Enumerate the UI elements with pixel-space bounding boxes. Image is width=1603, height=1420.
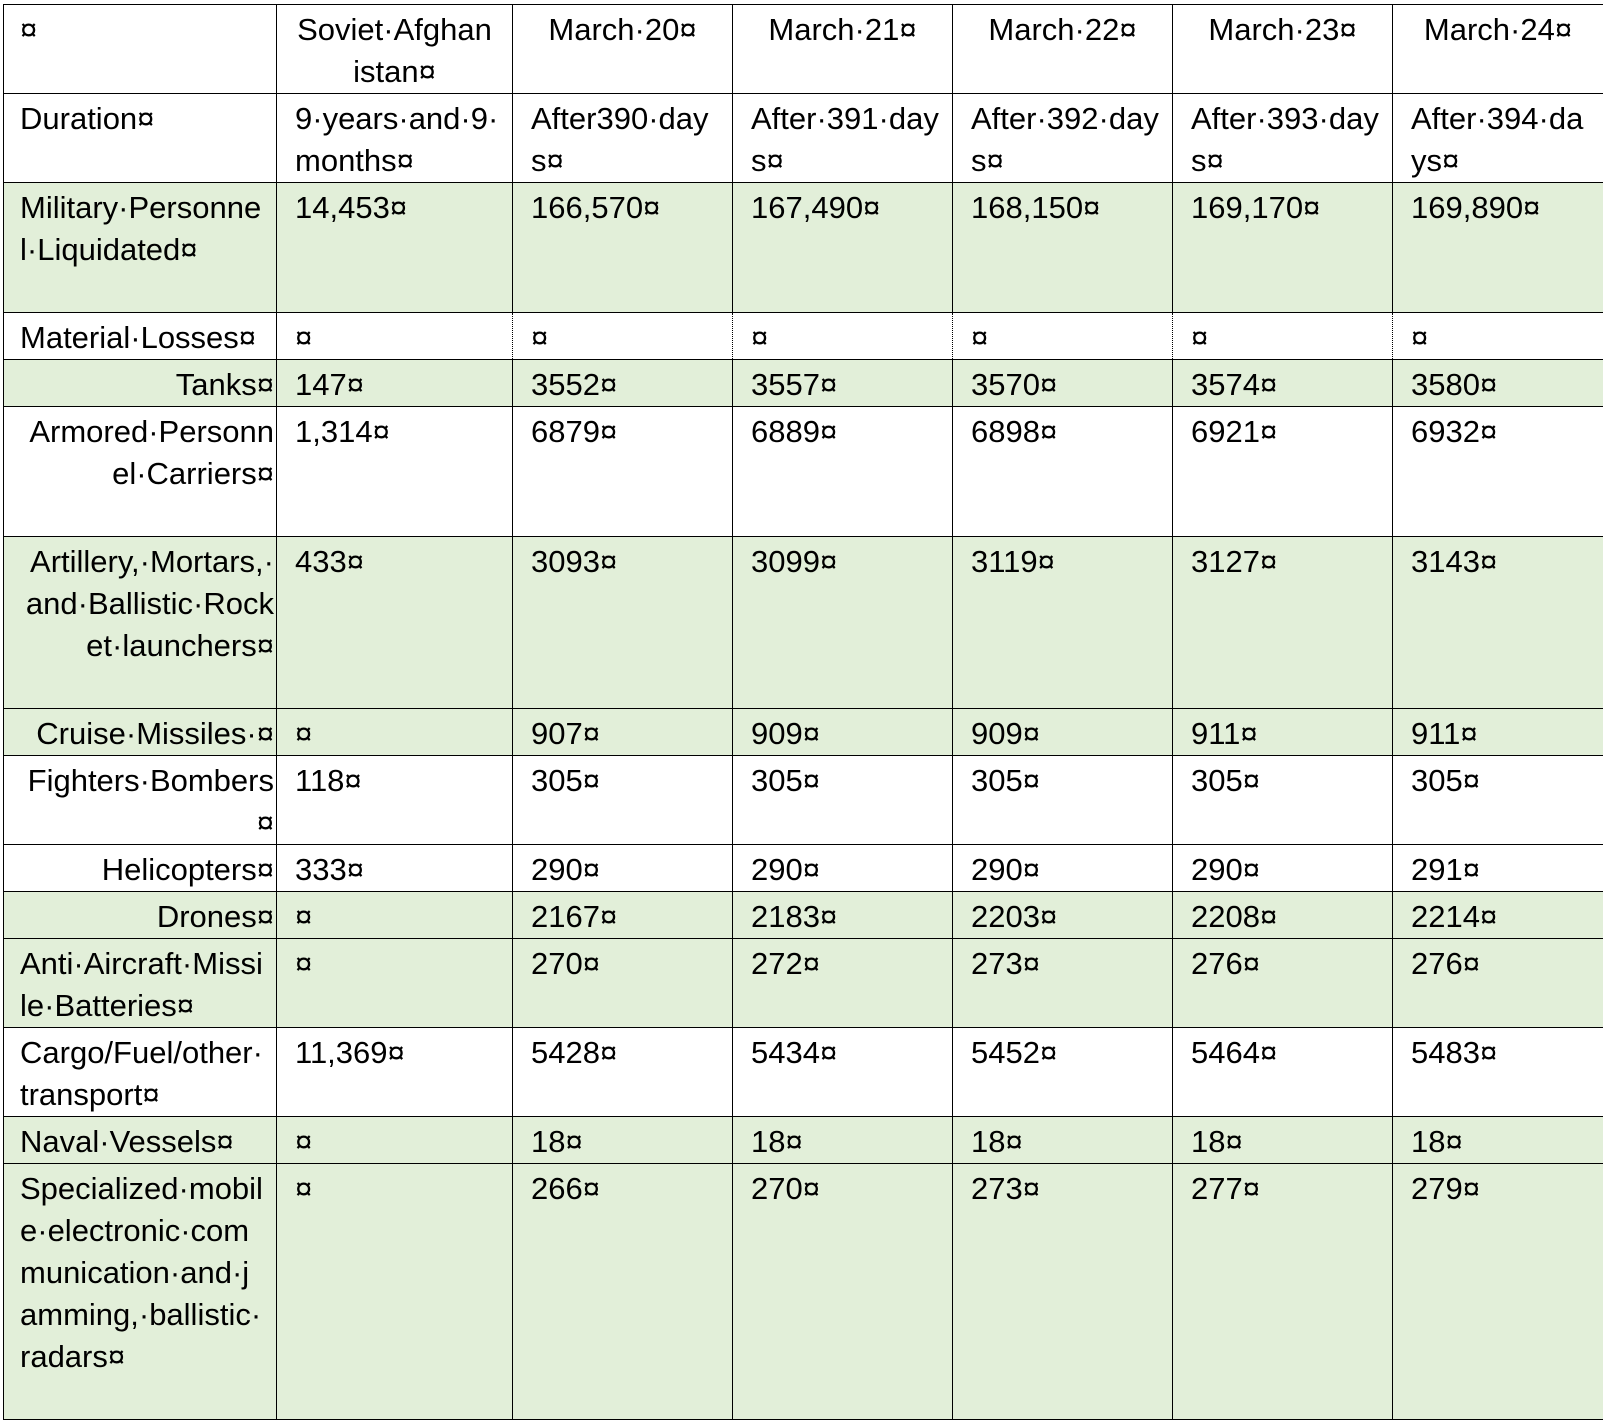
row-helicopters (4, 845, 1603, 892)
row-label: Military·Personnel·Liquidated¤ (4, 183, 277, 313)
cell-march-20: 907¤ (513, 709, 733, 756)
cell-march-22: 305¤ (953, 756, 1173, 845)
cell-march-23: 6921¤ (1173, 407, 1393, 537)
cell-march-20: 290¤ (513, 845, 733, 892)
cell-soviet-afghanistan: 333¤ (277, 845, 513, 892)
row-armored-personnel-carriers (4, 407, 1603, 537)
row-label: Specialized·mobile·electronic·communication·and·jamming,·ballistic·radars¤ (4, 1164, 277, 1420)
row-tanks (4, 360, 1603, 407)
cell-soviet-afghanistan: 11,369¤ (277, 1028, 513, 1117)
cell-march-21: 909¤ (733, 709, 953, 756)
cell-march-23: 290¤ (1173, 845, 1393, 892)
cell-march-22: ¤ (953, 313, 1173, 360)
row-label: Material·Losses¤ (4, 313, 277, 360)
row-specialized-electronics (4, 1164, 1603, 1420)
cell-march-20: 305¤ (513, 756, 733, 845)
row-label: Tanks¤ (4, 360, 277, 407)
cell-soviet-afghanistan: ¤ (277, 1117, 513, 1164)
header-march-22: March·22¤ (953, 5, 1173, 94)
row-anti-aircraft (4, 939, 1603, 1028)
cell-march-22: 273¤ (953, 939, 1173, 1028)
cell-march-22: After·392·days¤ (953, 94, 1173, 183)
cell-march-20: 166,570¤ (513, 183, 733, 313)
row-label: Armored·Personnel·Carriers¤ (4, 407, 277, 537)
cell-march-24: 276¤ (1393, 939, 1603, 1028)
cell-march-20: 6879¤ (513, 407, 733, 537)
cell-march-21: 290¤ (733, 845, 953, 892)
cell-march-20: 3093¤ (513, 537, 733, 709)
cell-march-20: 18¤ (513, 1117, 733, 1164)
cell-march-20: 3552¤ (513, 360, 733, 407)
row-fighters-bombers (4, 756, 1603, 845)
header-march-23: March·23¤ (1173, 5, 1393, 94)
cell-soviet-afghanistan: ¤ (277, 709, 513, 756)
cell-march-24: ¤ (1393, 313, 1603, 360)
cell-march-24: 279¤ (1393, 1164, 1603, 1420)
cell-march-21: 167,490¤ (733, 183, 953, 313)
cell-soviet-afghanistan: 147¤ (277, 360, 513, 407)
cell-march-21: 2183¤ (733, 892, 953, 939)
row-label: Cargo/Fuel/other·transport¤ (4, 1028, 277, 1117)
cell-march-22: 5452¤ (953, 1028, 1173, 1117)
cell-march-24: 291¤ (1393, 845, 1603, 892)
row-label: Helicopters¤ (4, 845, 277, 892)
cell-march-23: 18¤ (1173, 1117, 1393, 1164)
cell-march-20: 2167¤ (513, 892, 733, 939)
cell-march-20: ¤ (513, 313, 733, 360)
cell-march-21: 5434¤ (733, 1028, 953, 1117)
row-label: Duration¤ (4, 94, 277, 183)
row-material-losses (4, 313, 1603, 360)
cell-soviet-afghanistan: ¤ (277, 1164, 513, 1420)
cell-march-24: 911¤ (1393, 709, 1603, 756)
cell-soviet-afghanistan: 118¤ (277, 756, 513, 845)
cell-march-23: 911¤ (1173, 709, 1393, 756)
cell-soviet-afghanistan: 433¤ (277, 537, 513, 709)
row-duration (4, 94, 1603, 183)
row-label: Fighters·Bombers¤ (4, 756, 277, 845)
row-label: Cruise·Missiles·¤ (4, 709, 277, 756)
cell-march-24: 305¤ (1393, 756, 1603, 845)
row-naval-vessels (4, 1117, 1603, 1164)
cell-march-24: 3580¤ (1393, 360, 1603, 407)
cell-march-21: After·391·days¤ (733, 94, 953, 183)
row-cargo-transport (4, 1028, 1603, 1117)
cell-march-24: 2214¤ (1393, 892, 1603, 939)
cell-march-23: After·393·days¤ (1173, 94, 1393, 183)
cell-march-23: 169,170¤ (1173, 183, 1393, 313)
cell-soviet-afghanistan: 14,453¤ (277, 183, 513, 313)
cell-march-23: 305¤ (1173, 756, 1393, 845)
cell-march-20: 5428¤ (513, 1028, 733, 1117)
header-march-20: March·20¤ (513, 5, 733, 94)
cell-march-22: 290¤ (953, 845, 1173, 892)
cell-march-22: 909¤ (953, 709, 1173, 756)
row-label: Artillery,·Mortars,·and·Ballistic·Rocket·launchers¤ (4, 537, 277, 709)
cell-soviet-afghanistan: 9·years·and·9·months¤ (277, 94, 513, 183)
cell-march-22: 3570¤ (953, 360, 1173, 407)
cell-march-22: 3119¤ (953, 537, 1173, 709)
cell-march-22: 2203¤ (953, 892, 1173, 939)
cell-march-23: 5464¤ (1173, 1028, 1393, 1117)
row-military-personnel (4, 183, 1603, 313)
cell-march-21: 18¤ (733, 1117, 953, 1164)
cell-soviet-afghanistan: ¤ (277, 939, 513, 1028)
cell-march-21: 272¤ (733, 939, 953, 1028)
cell-march-21: 270¤ (733, 1164, 953, 1420)
cell-march-21: 305¤ (733, 756, 953, 845)
cell-march-23: 2208¤ (1173, 892, 1393, 939)
row-label: Naval·Vessels¤ (4, 1117, 277, 1164)
cell-march-22: 168,150¤ (953, 183, 1173, 313)
row-drones (4, 892, 1603, 939)
cell-march-22: 18¤ (953, 1117, 1173, 1164)
cell-march-24: 3143¤ (1393, 537, 1603, 709)
cell-march-24: 169,890¤ (1393, 183, 1603, 313)
row-cruise-missiles (4, 709, 1603, 756)
row-label: Anti·Aircraft·Missile·Batteries¤ (4, 939, 277, 1028)
header-corner-cell: ¤ (4, 5, 277, 94)
cell-march-23: 3574¤ (1173, 360, 1393, 407)
cell-march-20: After390·days¤ (513, 94, 733, 183)
cell-march-24: 5483¤ (1393, 1028, 1603, 1117)
cell-march-23: 3127¤ (1173, 537, 1393, 709)
cell-march-21: 3557¤ (733, 360, 953, 407)
cell-march-20: 270¤ (513, 939, 733, 1028)
cell-march-24: 6932¤ (1393, 407, 1603, 537)
cell-march-23: ¤ (1173, 313, 1393, 360)
cell-march-21: ¤ (733, 313, 953, 360)
row-artillery (4, 537, 1603, 709)
header-row (4, 5, 1603, 94)
header-march-21: March·21¤ (733, 5, 953, 94)
cell-soviet-afghanistan: 1,314¤ (277, 407, 513, 537)
cell-march-24: 18¤ (1393, 1117, 1603, 1164)
header-soviet-afghanistan: Soviet·Afghanistan¤ (277, 5, 513, 94)
cell-march-20: 266¤ (513, 1164, 733, 1420)
cell-march-22: 273¤ (953, 1164, 1173, 1420)
cell-march-23: 276¤ (1173, 939, 1393, 1028)
cell-march-21: 3099¤ (733, 537, 953, 709)
losses-comparison-table (3, 4, 1603, 1420)
cell-soviet-afghanistan: ¤ (277, 892, 513, 939)
cell-soviet-afghanistan: ¤ (277, 313, 513, 360)
row-label: Drones¤ (4, 892, 277, 939)
header-march-24: March·24¤ (1393, 5, 1603, 94)
cell-march-23: 277¤ (1173, 1164, 1393, 1420)
cell-march-22: 6898¤ (953, 407, 1173, 537)
cell-march-21: 6889¤ (733, 407, 953, 537)
cell-march-24: After·394·days¤ (1393, 94, 1603, 183)
